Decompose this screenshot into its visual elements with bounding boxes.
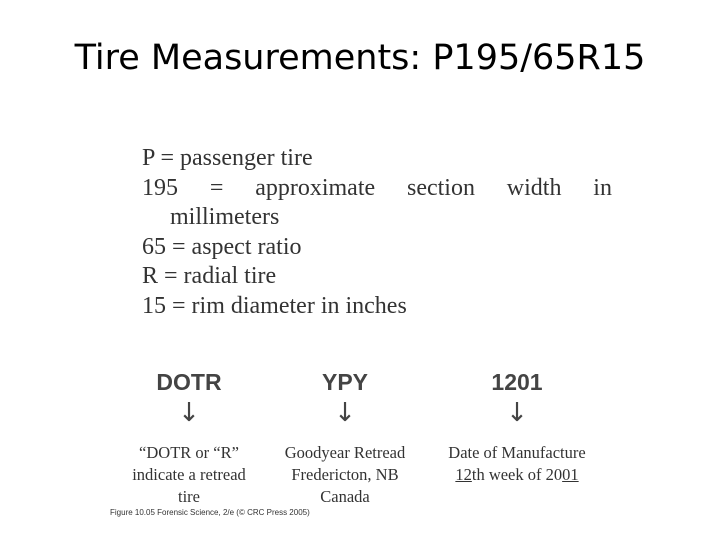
code-description — [270, 442, 420, 508]
definition-word: 195 — [142, 174, 178, 201]
dot-code-breakdown — [100, 368, 640, 528]
down-arrow-icon: ↓ — [178, 398, 200, 428]
definition-word: = — [209, 174, 224, 201]
code-description — [114, 442, 264, 508]
description-line — [432, 464, 602, 486]
definition-list — [142, 144, 622, 321]
down-arrow-icon: ↓ — [334, 398, 356, 428]
description-line: tire — [178, 487, 200, 506]
code-label: 1201 — [491, 369, 543, 395]
code-column-dotr — [114, 368, 264, 508]
description-text: th week of 20 — [471, 465, 563, 484]
description-line: Date of Manufacture — [448, 443, 586, 462]
year-digits: 01 — [562, 465, 579, 484]
definition-rim-diameter: 15 = rim diameter in inches — [142, 292, 407, 319]
definition-word: width — [506, 174, 562, 201]
tire-code-figure — [100, 140, 640, 525]
definition-word: section — [406, 174, 475, 201]
definition-section-width — [142, 174, 612, 204]
definition-aspect-ratio: 65 = aspect ratio — [142, 233, 302, 260]
description-line: Canada — [320, 487, 370, 506]
description-line: Fredericton, NB — [291, 465, 399, 484]
description-line: Goodyear Retread — [284, 443, 406, 462]
figure-caption: Figure 10.05 Forensic Science, 2/e (© CRC Press 2005) — [110, 508, 310, 517]
definition-word: in — [593, 174, 612, 201]
code-column-1201 — [432, 368, 602, 486]
code-label: DOTR — [156, 369, 222, 395]
down-arrow-icon: ↓ — [506, 398, 528, 428]
code-label: YPY — [321, 369, 369, 395]
description-line: indicate a retread — [132, 465, 246, 484]
definition-section-width-continued: millimeters — [170, 204, 280, 230]
definition-passenger: P = passenger tire — [142, 145, 313, 171]
week-number: 12 — [455, 465, 472, 484]
slide-title: Tire Measurements: P195/65R15 — [74, 38, 646, 78]
description-line: “DOTR or “R” — [139, 443, 239, 462]
code-description — [432, 442, 602, 486]
definition-radial: R = radial tire — [142, 263, 277, 289]
definition-word: approximate — [255, 174, 376, 201]
code-column-ypy — [270, 368, 420, 508]
